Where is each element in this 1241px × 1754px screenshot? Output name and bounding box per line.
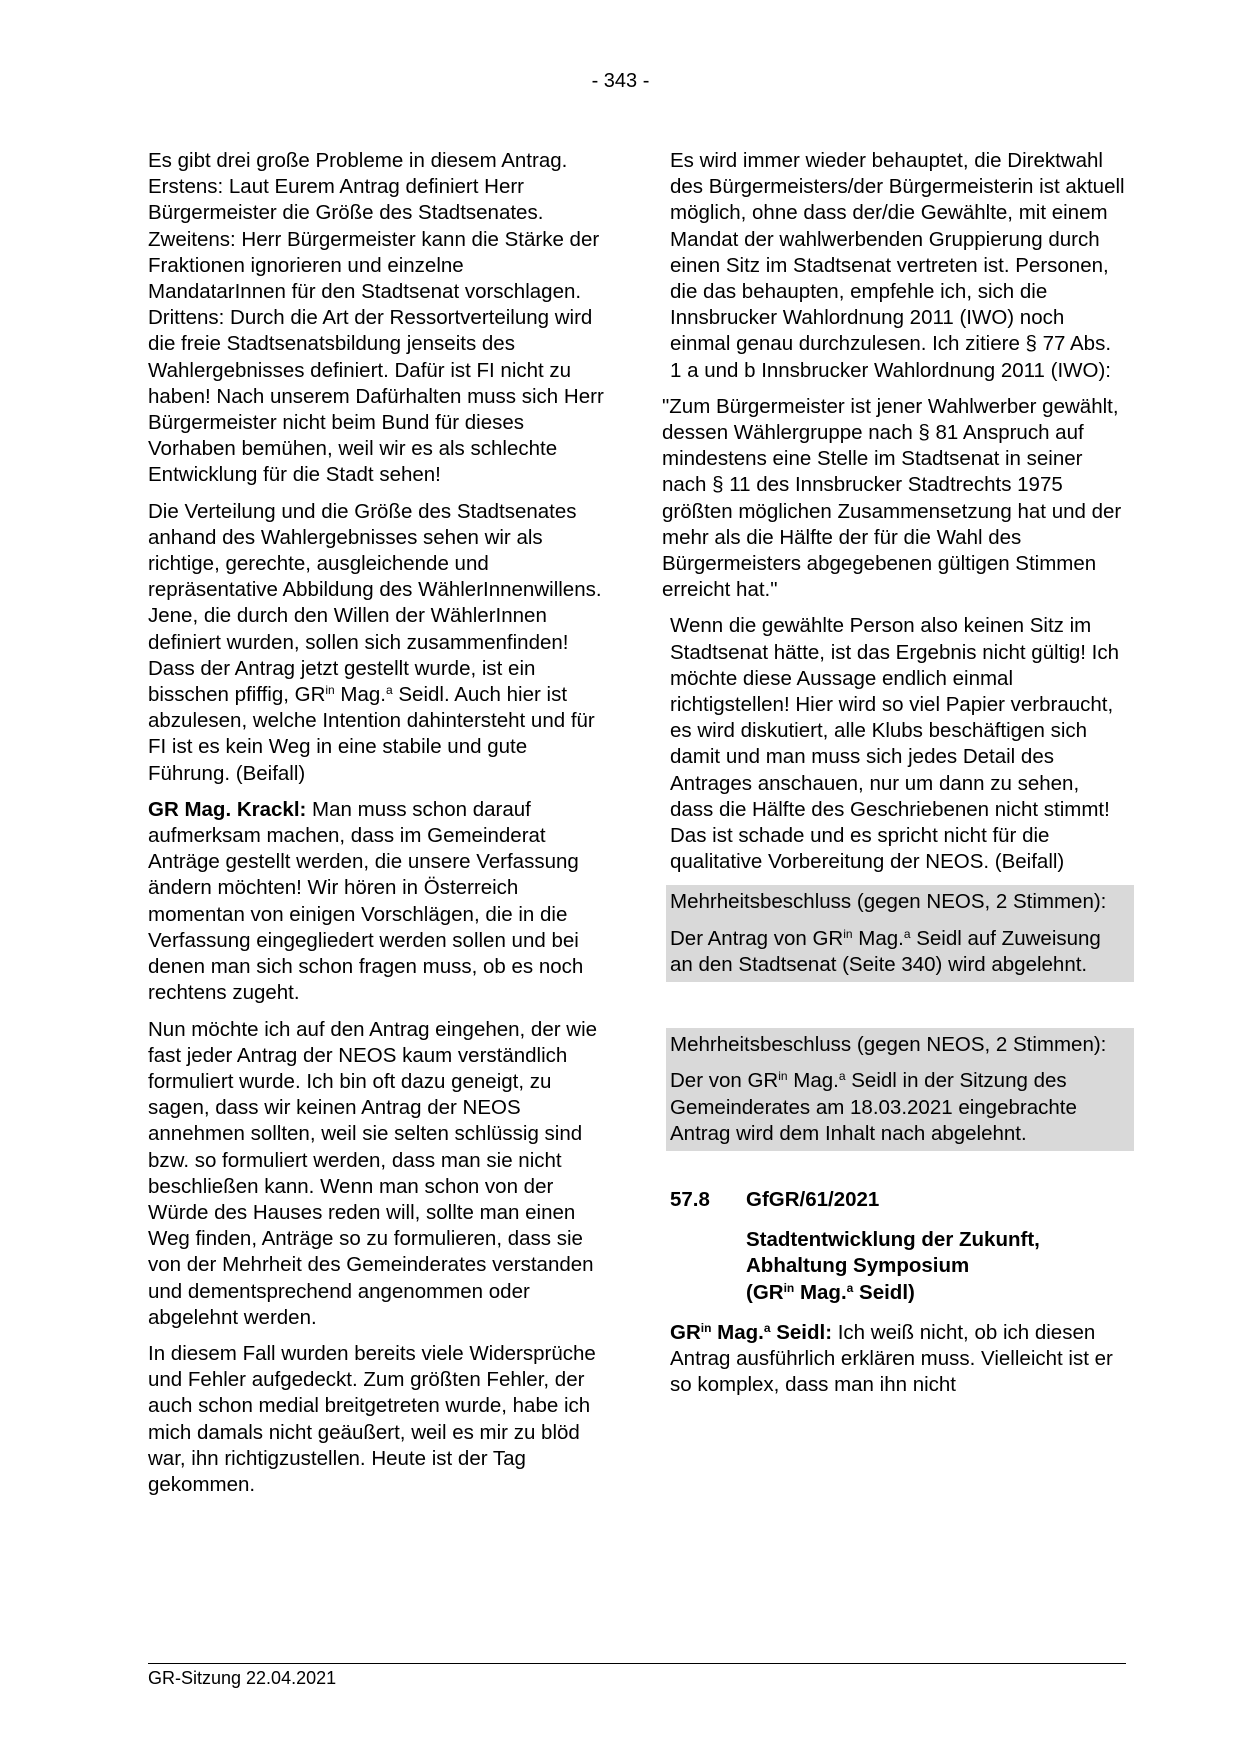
left-column xyxy=(148,148,604,1508)
resolution-type: Mehrheitsbeschluss (gegen NEOS, 2 Stimmen): xyxy=(670,890,1107,914)
speaker-name: $GR^{in}$ Mag.$^a$ Seidl: xyxy=(670,1320,833,1344)
paragraph: In diesem Fall wurden bereits viele Widersprüche und Fehler aufgedeckt. Zum größten Fehler, der auch schon medial breitgetreten wurde, habe ich mich damals nicht geäußert, weil es mir zu blöd war, ihn richtigzustellen. Heute ist der Tag gekommen. xyxy=(148,1341,596,1496)
paragraph: Wenn die gewählte Person also keinen Sitz im Stadtsenat hätte, ist das Ergebnis nicht gültig! Ich möchte diese Aussage endlich einmal richtigstellen! Hier wird so viel Papier verbraucht, es wird diskutiert, alle Klubs beschäftigen sich damit und man muss sich jedes Detail des Antrages anschauen, nur um dann zu sehen, dass die Hälfte des Geschriebenen nicht stimmt! Das ist schade und es spricht nicht für die qualitative Vorbereitung der NEOS. (Beifall) xyxy=(670,614,1119,874)
resolution-text: Der von $GR^{in}$ Mag.$^a$ Seidl in der Sitzung des Gemeinderates am 18.03.2021 eingebrachte Antrag wird dem Inhalt nach abgelehnt. xyxy=(670,1069,1077,1145)
section-title: Stadtentwicklung der Zukunft, Abhaltung Symposium ($GR^{in}$ Mag.$^a$ Seidl) xyxy=(746,1228,1040,1304)
right-column xyxy=(662,148,1126,1408)
section-heading xyxy=(670,1187,1126,1213)
footer-session-date: GR-Sitzung 22.04.2021 xyxy=(148,1668,337,1688)
resolution-box xyxy=(666,1028,1134,1151)
paragraph: Es wird immer wieder behauptet, die Direktwahl des Bürgermeisters/der Bürgermeisterin ist aktuell möglich, ohne dass der/die Gewählte, mit einem Mandat der wahlwerbenden Gruppierung durch einen Sitz im Stadtsenat vertreten ist. Personen, die das behaupten, empfehle ich, sich die Innsbrucker Wahlordnung 2011 (IWO) noch einmal genau durchzulesen. Ich zitiere § 77 Abs. 1 a und b Innsbrucker Wahlordnung 2011 (IWO): xyxy=(670,149,1125,382)
paragraph: Nun möchte ich auf den Antrag eingehen, der wie fast jeder Antrag der NEOS kaum verständlich formuliert wurde. Ich bin oft dazu geneigt, zu sagen, dass wir keinen Antrag der NEOS annehmen sollten, weil sie selten schlüssig sind bzw. so formuliert werden, dass man sie nicht beschließen kann. Wenn man schon von der Würde des Hauses reden will, sollte man einen Weg finden, Anträge so zu formulieren, dass sie von der Mehrheit des Gemeinderates verstanden und dementsprechend angenommen oder abgelehnt werden. xyxy=(148,1017,598,1329)
page-number: - 343 - xyxy=(591,70,650,92)
paragraph: $GR^{in}$ Mag.$^a$ Seidl: Ich weiß nicht, ob ich diesen Antrag ausführlich erklären muss. Vielleicht ist er so komplex, dass man ihn nicht xyxy=(670,1320,1113,1397)
legal-quote: "Zum Bürgermeister ist jener Wahlwerber gewählt, dessen Wählergruppe nach § 81 Anspruch auf mindestens eine Stelle im Stadtsenat in seiner nach § 11 des Innsbrucker Stadtrechts 1975 größten möglichen Zusammensetzung hat und der mehr als die Hälfte der für die Wahl des Bürgermeisters abgegebenen gültigen Stimmen erreicht hat." xyxy=(662,394,1122,602)
paragraph: Es gibt drei große Probleme in diesem Antrag. Erstens: Laut Eurem Antrag definiert Herr Bürgermeister die Größe des Stadtsenates. Zweitens: Herr Bürgermeister kann die Stärke der Fraktionen ignorieren und einzelne MandatarInnen für den Stadtsenat vorschlagen. Drittens: Durch die Art der Ressortverteilung wird die freie Stadtsenatsbildung jenseits des Wahlergebnisses definiert. Dafür ist FI nicht zu haben! Nach unserem Dafürhalten muss sich Herr Bürgermeister nicht beim Bund für dieses Vorhaben bemühen, weil wir es als schlechte Entwicklung für die Stadt sehen! xyxy=(148,149,604,487)
section-number: 57.8 xyxy=(670,1187,710,1211)
speaker-name: GR Mag. Krackl: xyxy=(148,797,307,821)
resolution-text: Der Antrag von $GR^{in}$ Mag.$^a$ Seidl auf Zuweisung an den Stadtsenat (Seite 340) wird abgelehnt. xyxy=(670,926,1101,976)
resolution-type: Mehrheitsbeschluss (gegen NEOS, 2 Stimmen): xyxy=(670,1033,1107,1057)
paragraph: Die Verteilung und die Größe des Stadtsenates anhand des Wahlergebnisses sehen wir als richtige, gerechte, ausgleichende und repräsentative Abbildung des WählerInnenwillens. Jene, die durch den Willen der WählerInnen definiert wurden, sollen sich zusammenfinden! Dass der Antrag jetzt gestellt wurde, ist ein bisschen pfiffig, $GR^{in}$ Mag.$^a$ Seidl. Auch hier ist abzulesen, welche Intention dahintersteht und für FI ist es kein Weg in eine stabile und gute Führung. (Beifall) xyxy=(148,499,602,785)
paragraph: GR Mag. Krackl: Man muss schon darauf aufmerksam machen, dass im Gemeinderat Anträge gestellt werden, die unsere Verfassung ändern möchten! Wir hören in Österreich momentan von einigen Vorschlägen, die in die Verfassung eingegliedert werden sollen und bei denen man sich schon fragen muss, ob es noch rechtens zugeht. xyxy=(148,797,584,1005)
section-code: GfGR/61/2021 xyxy=(746,1187,880,1211)
footer-divider xyxy=(148,1663,1126,1664)
resolution-box xyxy=(666,885,1134,982)
